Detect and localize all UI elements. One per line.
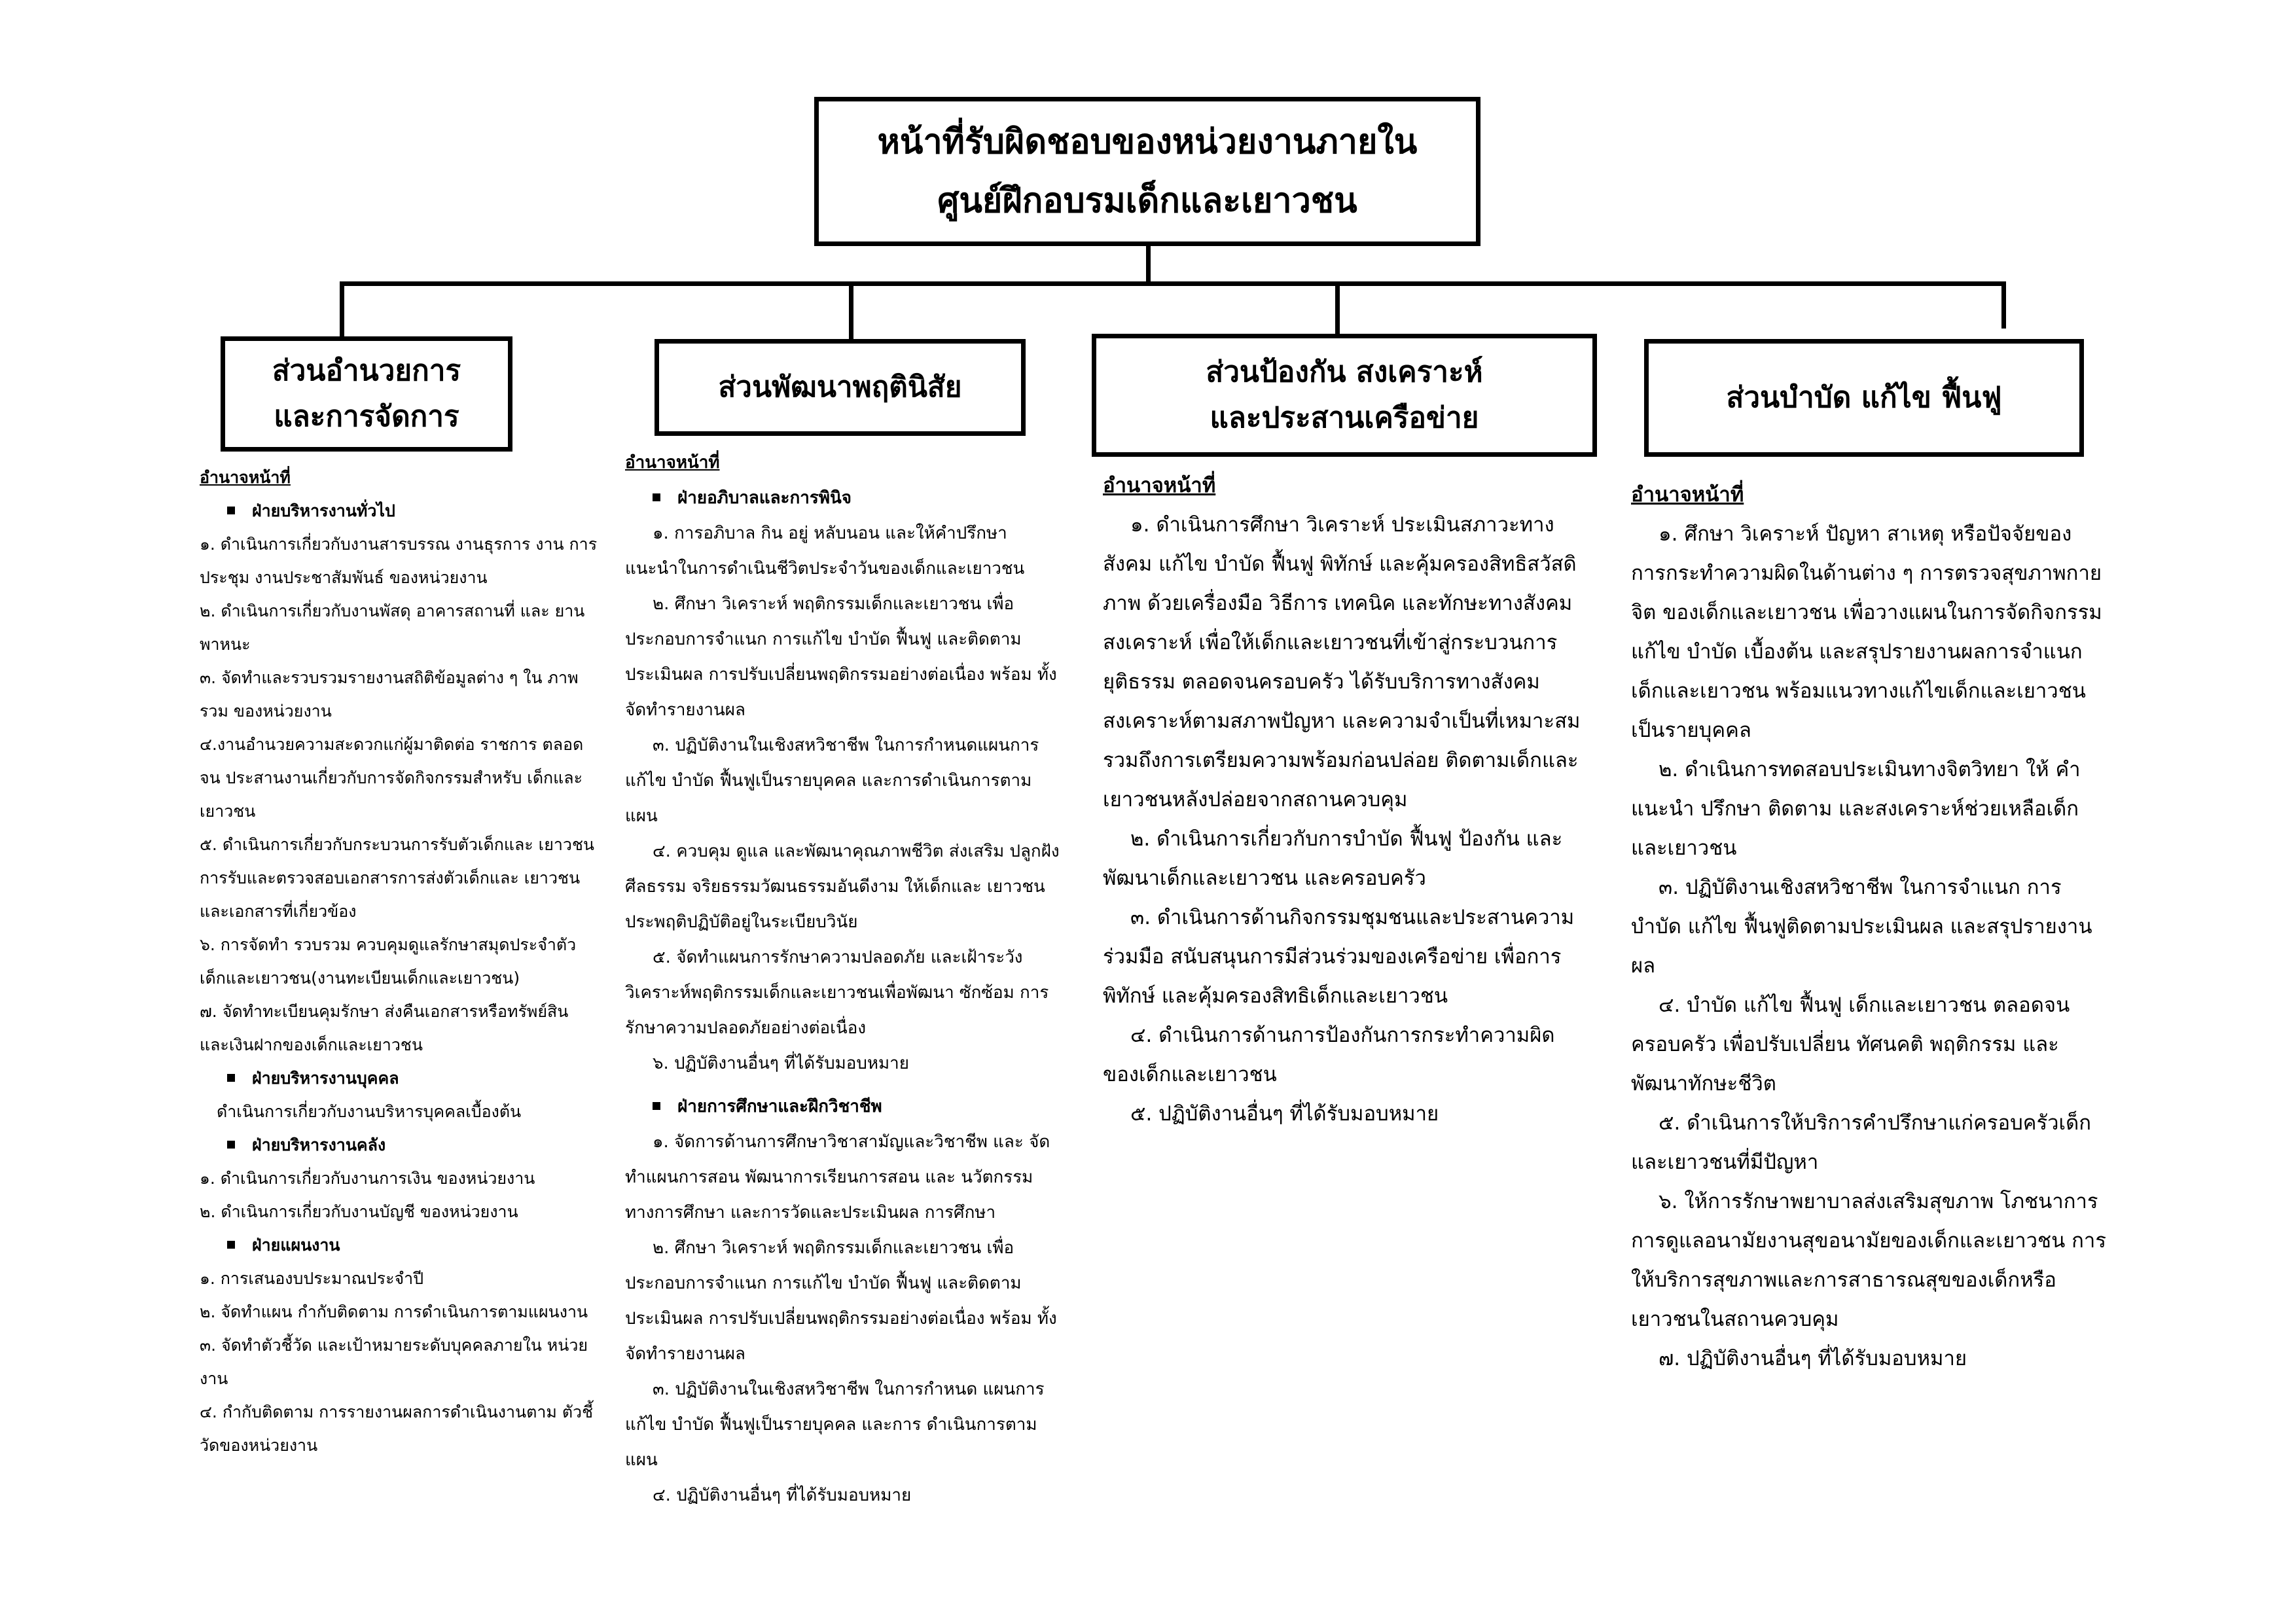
section-heading: ฝ่ายบริหารงานทั่วไป <box>200 494 601 527</box>
duty-item: ๒. ดำเนินการเกี่ยวกับการบำบัด ฟื้นฟู ป้องกัน และ พัฒนาเด็กและเยาวชน และครอบครัว <box>1103 827 1563 890</box>
section-heading: ฝ่ายบริหารงานบุคคล <box>200 1061 601 1095</box>
duty-item: ๔. ปฏิบัติงานอื่นๆ ที่ได้รับมอบหมาย <box>653 1486 912 1505</box>
bullet-icon <box>653 493 660 501</box>
duty-item: ๔. ควบคุม ดูแล และพัฒนาคุณภาพชีวิต ส่งเสริม ปลูกฝัง ศีลธรรม จริยธรรมวัฒนธรรมอันดีงาม ให้เด็กและ เยาวชนประพฤติปฏิบัติอยู่ในระเบียบวินัย <box>625 842 1060 932</box>
unit-box-rehabilitation <box>1644 339 2084 457</box>
duty-item: ๑. การเสนองบประมาณประจำปี <box>200 1269 424 1288</box>
duty-item: ๑. จัดการด้านการศึกษาวิชาสามัญและวิชาชีพ และ จัดทำแผนการสอน พัฒนาการเรียนการสอน และ นวัตกรรมทางการศึกษา และการวัดและประเมินผล การศึกษา <box>625 1132 1050 1222</box>
duty-item: ๒. ดำเนินการทดสอบประเมินทางจิตวิทยา ให้ คำแนะนำ ปรึกษา ติดตาม และสงเคราะห์ช่วยเหลือเด็ก และเยาวชน <box>1631 758 2081 860</box>
root-unit-box <box>814 97 1480 246</box>
duty-item: ๒. จัดทำแผน กำกับติดตาม การดำเนินการตามแผนงาน <box>200 1302 588 1321</box>
duty-item: ๓. จัดทำและรวบรวมรายงานสถิติข้อมูลต่าง ๆ ใน ภาพรวม ของหน่วยงาน <box>200 668 579 721</box>
bullet-icon <box>227 1241 235 1249</box>
authority-label: อำนาจหน้าที่ <box>1631 483 1744 507</box>
section-heading: ฝ่ายการศึกษาและฝึกวิชาชีพ <box>625 1089 1065 1124</box>
duty-item: ๓. จัดทำตัวชี้วัด และเป้าหมายระดับบุคคลภายใน หน่วยงาน <box>200 1336 588 1388</box>
unit-name-line1: ส่วนพัฒนาพฤตินิสัย <box>718 370 962 404</box>
unit2-connector <box>849 281 853 343</box>
unit-name-line1: ส่วนอำนวยการ <box>272 354 461 387</box>
bullet-icon <box>227 507 235 514</box>
bullet-icon <box>653 1102 660 1110</box>
duty-item: ๕. ดำเนินการเกี่ยวกับกระบวนการรับตัวเด็กและ เยาวชน การรับและตรวจสอบเอกสารการส่งตัวเด็กและ เยาวชน และเอกสารที่เกี่ยวข้อง <box>200 835 595 921</box>
duty-item: ๑. การอภิบาล กิน อยู่ หลับนอน และให้คำปรึกษา แนะนำในการดำเนินชีวิตประจำวันของเด็กและเยาวชน <box>625 524 1025 579</box>
unit2-duties <box>625 445 1065 1513</box>
duty-item: ดำเนินการเกี่ยวกับงานบริหารบุคคลเบื้องต้น <box>217 1102 522 1121</box>
duty-item: ๑. ศึกษา วิเคราะห์ ปัญหา สาเหตุ หรือปัจจัยของ การกระทำความผิดในด้านต่าง ๆ การตรวจสุขภาพกาย จิต ของเด็กและเยาวชน เพื่อวางแผนในการจัดกิจกรรม แก้ไข บำบัด เบื้องต้น และสรุปรายงานผลการจำแนก เด็กและเยาวชน พร้อมแนวทางแก้ไขเด็กและเยาวชน เป็นรายบุคคล <box>1631 522 2102 742</box>
bullet-icon <box>227 1141 235 1149</box>
duty-item: ๒. ศึกษา วิเคราะห์ พฤติกรรมเด็กและเยาวชน เพื่อ ประกอบการจำแนก การแก้ไข บำบัด ฟื้นฟู และติดตาม ประเมินผล การปรับเปลี่ยนพฤติกรรมอย่างต่อเนื่อง พร้อม ทั้งจัดทำรายงานผล <box>625 1238 1057 1364</box>
unit-name-line2: และการจัดการ <box>274 400 459 433</box>
duty-item: ๒. ศึกษา วิเคราะห์ พฤติกรรมเด็กและเยาวชน เพื่อ ประกอบการจำแนก การแก้ไข บำบัด ฟื้นฟู และติดตาม ประเมินผล การปรับเปลี่ยนพฤติกรรมอย่างต่อเนื่อง พร้อม ทั้งจัดทำรายงานผล <box>625 594 1057 720</box>
duty-item: ๓. ดำเนินการด้านกิจกรรมชุมชนและประสานความ ร่วมมือ สนับสนุนการมีส่วนร่วมของเครือข่าย เพื่อการ พิทักษ์ และคุ้มครองสิทธิเด็กและเยาวชน <box>1103 906 1575 1008</box>
root-title-line1: หน้าที่รับผิดชอบของหน่วยงานภายใน <box>877 122 1418 162</box>
unit-box-prevention-network <box>1092 334 1597 457</box>
duty-item: ๑. ดำเนินการศึกษา วิเคราะห์ ประเมินสภาวะทาง สังคม แก้ไข บำบัด ฟื้นฟู พิทักษ์ และคุ้มครองสิทธิสวัสดิ ภาพ ด้วยเครื่องมือ วิธีการ เทคนิค และทักษะทางสังคม สงเคราะห์ เพื่อให้เด็กและเยาวชนที่เข้าสู่กระบวนการ ยุติธรรม ตลอดจนครอบครัว ได้รับบริการทางสังคม สงเคราะห์ตามสภาพปัญหา และความจำเป็นที่เหมาะสม รวมถึงการเตรียมความพร้อมก่อนปล่อย ติดตามเด็กและ เยาวชนหลังปล่อยจากสถานควบคุม <box>1103 513 1581 812</box>
duty-item: ๓. ปฏิบัติงานในเชิงสหวิชาชีพ ในการกำหนดแผนการ แก้ไข บำบัด ฟื้นฟูเป็นรายบุคคล และการดำเนินการตาม แผน <box>625 736 1039 826</box>
duty-item: ๓. ปฏิบัติงานในเชิงสหวิชาชีพ ในการกำหนด แผนการ แก้ไข บำบัด ฟื้นฟูเป็นรายบุคคล และการ ดำเนินการตามแผน <box>625 1380 1045 1470</box>
duty-item: ๕. จัดทำแผนการรักษาความปลอดภัย และเฝ้าระวัง วิเคราะห์พฤติกรรมเด็กและเยาวชนเพื่อพัฒนา ซักซ้อม การรักษาความปลอดภัยอย่างต่อเนื่อง <box>625 948 1049 1038</box>
duty-item: ๖. การจัดทำ รวบรวม ควบคุมดูแลรักษาสมุดประจำตัว เด็กและเยาวชน(งานทะเบียนเด็กและเยาวชน) <box>200 935 577 988</box>
duty-item: ๗. จัดทำทะเบียนคุมรักษา ส่งคืนเอกสารหรือทรัพย์สิน และเงินฝากของเด็กและเยาวชน <box>200 1002 569 1054</box>
authority-label: อำนาจหน้าที่ <box>625 453 720 473</box>
branch-line <box>340 281 2006 286</box>
unit1-connector <box>340 281 344 340</box>
duty-item: ๔. บำบัด แก้ไข ฟื้นฟู เด็กและเยาวชน ตลอดจน ครอบครัว เพื่อปรับเปลี่ยน ทัศนคติ พฤติกรรม และ พัฒนาทักษะชีวิต <box>1631 993 2070 1096</box>
duty-item: ๓. ปฏิบัติงานเชิงสหวิชาชีพ ในการจำแนก การ บำบัด แก้ไข ฟื้นฟูติดตามประเมินผล และสรุปรายงาน ผล <box>1631 876 2092 978</box>
section-heading: ฝ่ายแผนงาน <box>200 1228 601 1262</box>
duty-item: ๑. ดำเนินการเกี่ยวกับงานการเงิน ของหน่วยงาน <box>200 1169 535 1188</box>
duty-item: ๑. ดำเนินการเกี่ยวกับงานสารบรรณ งานธุรการ งาน การประชุม งานประชาสัมพันธ์ ของหน่วยงาน <box>200 535 598 587</box>
section-heading: ฝ่ายบริหารงานคลัง <box>200 1128 601 1162</box>
unit-box-behavior-development <box>655 339 1026 436</box>
unit-box-administration <box>221 336 512 452</box>
unit3-connector <box>1335 281 1340 334</box>
duty-item: ๗. ปฏิบัติงานอื่นๆ ที่ได้รับมอบหมาย <box>1659 1347 1967 1370</box>
duty-item: ๖. ปฏิบัติงานอื่นๆ ที่ได้รับมอบหมาย <box>653 1054 910 1073</box>
unit-name-line1: ส่วนบำบัด แก้ไข ฟื้นฟู <box>1726 381 2002 414</box>
duty-item: ๕. ดำเนินการให้บริการคำปรึกษาแก่ครอบครัวเด็ก และเยาวชนที่มีปัญหา <box>1631 1111 2092 1174</box>
section-heading: ฝ่ายอภิบาลและการพินิจ <box>625 480 1065 516</box>
duty-item: ๒. ดำเนินการเกี่ยวกับงานพัสดุ อาคารสถานที่ และ ยานพาหนะ <box>200 601 585 654</box>
root-connector <box>1146 246 1151 284</box>
duty-item: ๔.งานอำนวยความสะดวกแก่ผู้มาติดต่อ ราชการ ตลอดจน ประสานงานเกี่ยวกับการจัดกิจกรรมสำหรับ เด็กและเยาวชน <box>200 735 584 821</box>
authority-label: อำนาจหน้าที่ <box>200 468 291 487</box>
unit4-connector <box>2001 281 2006 329</box>
duty-item: ๕. ปฏิบัติงานอื่นๆ ที่ได้รับมอบหมาย <box>1130 1102 1439 1126</box>
authority-label: อำนาจหน้าที่ <box>1103 474 1216 497</box>
unit4-duties <box>1631 475 2115 1378</box>
unit3-duties <box>1103 466 1587 1133</box>
duty-item: ๔. ดำเนินการด้านการป้องกันการกระทำความผิด ของเด็กและเยาวชน <box>1103 1024 1555 1086</box>
duty-item: ๖. ให้การรักษาพยาบาลส่งเสริมสุขภาพ โภชนาการ การดูแลอนามัยงานสุขอนามัยของเด็กและเยาวชน การ ให้บริการสุขภาพและการสาธารณสุขของเด็กหรือ เยาวชนในสถานควบคุม <box>1631 1190 2106 1331</box>
duty-item: ๔. กำกับติดตาม การรายงานผลการดำเนินงานตาม ตัวชี้วัดของหน่วยงาน <box>200 1402 594 1455</box>
bullet-icon <box>227 1074 235 1082</box>
unit1-duties <box>200 461 601 1462</box>
duty-item: ๒. ดำเนินการเกี่ยวกับงานบัญชี ของหน่วยงาน <box>200 1202 518 1221</box>
unit-name-line1: ส่วนป้องกัน สงเคราะห์ <box>1206 355 1483 389</box>
unit-name-line2: และประสานเครือข่าย <box>1210 401 1479 435</box>
root-title-line2: ศูนย์ฝึกอบรมเด็กและเยาวชน <box>937 181 1357 221</box>
